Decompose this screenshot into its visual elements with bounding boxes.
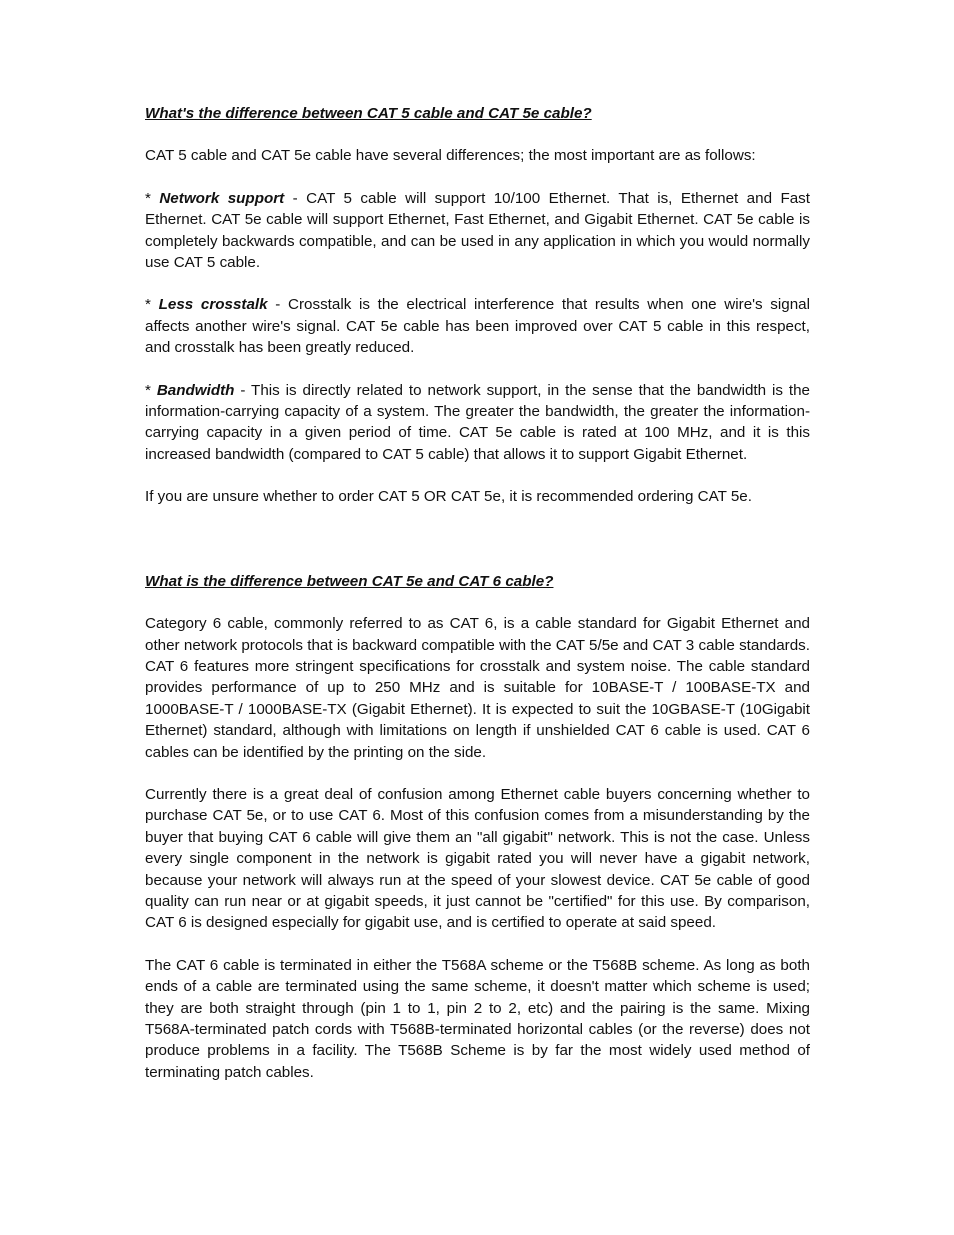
term-network-support: Network support <box>159 189 285 207</box>
term-less-crosstalk: Less crosstalk <box>158 296 268 314</box>
section1-heading: What's the difference between CAT 5 cable and CAT 5e cable? <box>145 105 592 122</box>
section2-paragraph: Currently there is a great deal of confusion among Ethernet cable buyers concerning whether to purchase CAT 5e, or to use CAT 6. Most of this confusion comes from a misunderstanding by the buyer that buying CAT 6 cable will give them an "all gigabit" network. This is not the case. Unless every single component in the network is gigabit rated you will never have a gigabit network, because your network will always run at the speed of your slowest device. CAT 5e cable of good quality can run near or at gigabit speeds, it just cannot be "certified" for this use. By comparison, CAT 6 is designed especially for gigabit use, and is certified to operate at said speed. <box>145 785 810 932</box>
section1-closing: If you are unsure whether to order CAT 5 OR CAT 5e, it is recommended ordering CAT 5e. <box>145 488 752 506</box>
document-body <box>145 103 810 1083</box>
bullet-marker: * <box>145 381 157 399</box>
bullet-text: - CAT 5 cable will support 10/100 Ethernet. That is, Ethernet and Fast Ethernet. CAT 5e cable will support Ethernet, Fast Ethernet, and Gigabit Ethernet. CAT 5e cable is completely backwards compatible, and can be used in any application in which you would normally use CAT 5 cable. <box>145 189 810 272</box>
bullet-text: - Crosstalk is the electrical interference that results when one wire's signal affects another wire's signal. CAT 5e cable has been improved over CAT 5 cable in this respect, and crosstalk has been greatly reduced. <box>145 296 810 357</box>
term-bandwidth: Bandwidth <box>156 381 235 399</box>
section2-paragraph: The CAT 6 cable is terminated in either the T568A scheme or the T568B scheme. As long as both ends of a cable are terminated using the same scheme, it doesn't matter which scheme is used; they are both straight through (pin 1 to 1, pin 2 to 2, etc) and the pairing is the same. Mixing T568A-terminated patch cords with T568B-terminated horizontal cables (or the reverse) does not produce problems in a facility. The T568B Scheme is by far the most widely used method of terminating patch cables. <box>145 956 810 1081</box>
bullet-marker: * <box>145 296 159 314</box>
bullet-marker: * <box>145 189 160 207</box>
section2-paragraph: Category 6 cable, commonly referred to as CAT 6, is a cable standard for Gigabit Ethernet and other network protocols that is backward compatible with the CAT 5/5e and CAT 3 cable standards. CAT 6 features more stringent specifications for crosstalk and system noise. The cable standard provides performance of up to 250 MHz and is suitable for 10BASE-T / 100BASE-TX and 1000BASE-T / 1000BASE-TX (Gigabit Ethernet). It is expected to suit the 10GBASE-T (10Gigabit Ethernet) standard, although with limitations on length if unshielded CAT 6 cable is used. CAT 6 cables can be identified by the printing on the side. <box>145 615 810 761</box>
section2-heading: What is the difference between CAT 5e and CAT 6 cable? <box>145 572 554 590</box>
section1-intro: CAT 5 cable and CAT 5e cable have several differences; the most important are as follows: <box>145 147 756 165</box>
bullet-less-crosstalk <box>145 294 810 358</box>
bullet-network-support <box>145 188 810 274</box>
bullet-bandwidth <box>145 380 810 466</box>
bullet-text: - This is directly related to network support, in the sense that the bandwidth is the information-carrying capacity of a system. The greater the bandwidth, the greater the information-carrying capacity in a given period of time. CAT 5e cable is rated at 100 MHz, and it is this increased bandwidth (compared to CAT 5 cable) that allows it to support Gigabit Ethernet. <box>145 381 810 463</box>
